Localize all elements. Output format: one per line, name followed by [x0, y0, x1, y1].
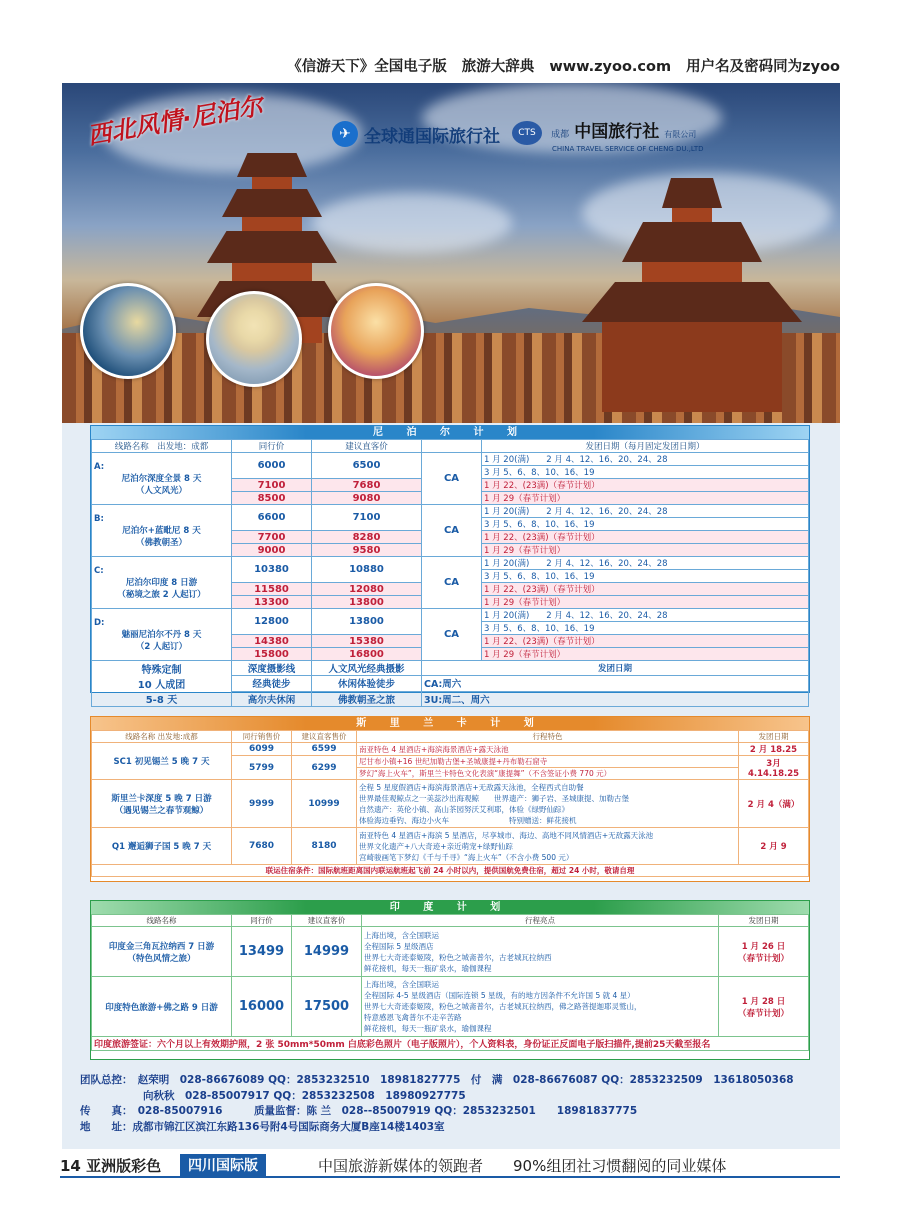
col-retail: 建议直客价	[312, 440, 422, 453]
airplane-icon: ✈	[332, 121, 358, 147]
header-title: 《信游天下》全国电子版	[287, 59, 447, 75]
contact-line-2: 向秋秋 028-85007917 QQ：2853232508 18980927775	[80, 1089, 466, 1102]
table-row: 斯里兰卡深度 5 晚 7 日游 （遇见锡兰之春节观鲸） 9999 10999 全程 5 星度假酒店+海滨海景酒店+无敌露天泳池，全程西式自助餐 世界最佳观鲸点之一美蕊沙出海观鲸 世界遗产：狮子岩、圣城康提、加勒古堡 自然遗产：英伦小镇、高山茶园努沃艾利耶，体验《绿野仙踪》 体验海边垂钓、海边小火车 特别赠送：鲜花接机 2 月 4（满）	[92, 780, 809, 828]
india-visa-note: 印度旅游签证：六个月以上有效期护照，2 张 50mm*50mm 白底彩色照片（电子版照片），个人资料表，身份证正反面电子版扫描件,提前25天截至报名	[92, 1037, 809, 1051]
calligraphy-title: 西北风情·尼泊尔	[85, 91, 265, 151]
page-footer	[0, 1152, 900, 1182]
page-number: 14 亚洲版彩色	[60, 1157, 162, 1175]
india-title: 印 度 计 划	[91, 901, 809, 914]
table-row: 印度特色旅游+佛之路 9 日游 16000 17500 上海出境，含全国联运 全程国际 4-5 星级酒店（国际连锁 5 星级，有的地方因条件不允许国 5 就 4 星） 世界七大奇迹泰姬陵，粉色之城斋普尔，古老城瓦拉纳西，佛之路菩提迦耶灵鹫山， 特意感恩飞禽普尔不走辛苦路 鲜花接机，每天一瓶矿泉水，瑜伽课程 1 月 28 日 （春节计划）	[92, 977, 809, 1037]
col-peer: 同行价	[232, 440, 312, 453]
contact-line-1: 团队总控： 赵荣明 028-86676089 QQ：2853232510 18981827775 付 满 028-86676087 QQ：2853232509 13618050368	[80, 1074, 794, 1086]
edition-badge: 四川国际版	[180, 1154, 266, 1176]
temple-right-image	[562, 178, 822, 418]
photo-sea-fisherman	[80, 283, 176, 379]
col-route: 线路名称 出发地：成都	[92, 440, 232, 453]
contact-line-3: 传 真： 028-85007916 质量监督：陈 兰 028--85007919 QQ：2853232501 18981837775	[80, 1105, 638, 1117]
table-row: B: 尼泊尔+蓝毗尼 8 天 （佛教朝圣） 6600 7100 CA 1 月 20(满) 2 月 4、12、16、20、24、28	[92, 505, 809, 518]
nepal-title: 尼 泊 尔 计 划	[91, 426, 809, 439]
contact-line-4: 地 址：成都市锦江区滨江东路136号附4号国际商务大厦B座14楼1403室	[80, 1120, 445, 1133]
header-account-note: 用户名及密码同为zyoo	[686, 59, 840, 75]
agency-logo-cts: CTS 成都 中国旅行社 有限公司 CHINA TRAVEL SERVICE OF CHENG DU.,LTD	[512, 117, 704, 153]
cts-emblem-icon: CTS	[512, 121, 542, 145]
nepal-plan-table: 尼 泊 尔 计 划 线路名称 出发地：成都 同行价 建议直客价 发团日期（每月固定发团日期） A: 尼泊尔深度全景 8 天 （人文风光） 6000 6500 CA 1 月 20(满) 2 月 4、12、16、20、24、28 3 月 5、6、8、10、16、19 7100 7680 1 月 22、(23满)（春节计划） 8500 9080 1 月 29（春节计划） B: 尼泊尔+蓝毗尼 8 天 （佛教朝圣） 6600 7100 CA 1 月 20(满) 2 月 4、12、16、20、24、28 3 月 5、6、8、10、16、19 7700 8280 1 月 22、(23满)（春节计划） 9000 9580 1 月 29（春节计划） C: 尼泊尔印度 8 日游 （秘境之旅 2 人起订） 10380 10880 CA 1 月 20(满) 2 月 4、12、16、20、24、28 3 月 5、6、8、10、16、19 11580 12080 1 月 22、(23满)（春节计划） 13300 13800 1 月 29（春节计划） D: 魅丽尼泊尔不丹 8 天 （2 人起订） 12800 13800 CA 1 月 20(满) 2 月 4、12、16、20、24、28 3 月 5、6、8、10、16、19 14380 15380 1 月 22、(23满)（春节计划） 15800 16800 1 月 29（春节计划） 特殊定制 10 人成团 5-8 天 深度摄影线 人文风光经典摄影 发团日期 经典徒步 休闲体验徒步 CA:周六 高尔夫休闲 佛教朝圣之旅 3U:周二、周六	[90, 425, 810, 693]
hero-banner	[62, 83, 840, 423]
table-row: SC1 初见锡兰 5 晚 7 天 6099 6599 南亚特色 4 星酒店+海滨海景酒店+露天泳池 2 月 18.25	[92, 743, 809, 756]
contact-info	[80, 1073, 830, 1135]
table-row: C: 尼泊尔印度 8 日游 （秘境之旅 2 人起订） 10380 10880 CA 1 月 20(满) 2 月 4、12、16、20、24、28	[92, 557, 809, 570]
srilanka-footnote: 联运住宿条件：国际航班距离国内联运航班起飞前 24 小时以内，提供国航免费住宿，超过 24 小时，敬请自理	[92, 865, 809, 877]
footer-divider	[60, 1176, 840, 1178]
header-dict: 旅游大辞典	[461, 59, 535, 75]
table-row: Q1 邂逅狮子国 5 晚 7 天 7680 8180 南亚特色 4 星酒店+海滨 5 星酒店，尽享城市、海边、高地不同风情酒店+无敌露天泳池 世界文化遗产+八大奇迹+亲近萌宠+绿野仙踪 宫崎骏画笔下梦幻《千与千寻》“海上火车”（不含小费 500 元） 2 月 9	[92, 828, 809, 865]
col-dates: 发团日期（每月固定发团日期）	[482, 440, 809, 453]
photo-taj-mahal	[328, 283, 424, 379]
table-row: D: 魅丽尼泊尔不丹 8 天 （2 人起订） 12800 13800 CA 1 月 20(满) 2 月 4、12、16、20、24、28	[92, 609, 809, 622]
custom-row: 特殊定制 10 人成团 5-8 天 深度摄影线 人文风光经典摄影 发团日期	[92, 661, 809, 676]
srilanka-title: 斯 里 兰 卡 计 划	[91, 717, 809, 730]
photo-stupa	[206, 291, 302, 387]
india-plan-table: 印 度 计 划 线路名称 同行价 建议直客价 行程亮点 发团日期 印度金三角瓦拉纳西 7 日游 （特色风情之旅） 13499 14999 上海出境，含全国联运 全程国际 5 星级酒店 世界七大奇迹泰姬陵，粉色之城斋普尔，古老城瓦拉纳西 鲜花接机，每天一瓶矿泉水，瑜伽课程 1 月 26 日 （春节计划） 印度特色旅游+佛之路 9 日游 16000 17500 上海出境，含全国联运 全程国际 4-5 星级酒店（国际连锁 5 星级，有的地方因条件不允许国 5 就 4 星） 世界七大奇迹泰姬陵，粉色之城斋普尔，古老城瓦拉纳西，佛之路菩提迦耶灵鹫山， 特意感恩飞禽普尔不走辛苦路 鲜花接机，每天一瓶矿泉水，瑜伽课程 1 月 28 日 （春节计划） 印度旅游签证：六个月以上有效期护照，2 张 50mm*50mm 白底彩色照片（电子版照片），个人资料表，身份证正反面电子版扫描件,提前25天截至报名	[90, 900, 810, 1060]
srilanka-plan-table: 斯 里 兰 卡 计 划 线路名称 出发地:成都 同行销售价 建议直客售价 行程特色 发团日期 SC1 初见锡兰 5 晚 7 天 6099 6599 南亚特色 4 星酒店+海滨海景酒店+露天泳池 2 月 18.25 5799 6299 尼甘布小镇+16 世纪加勒古堡+圣城康提+丹布勒石窟寺 3月4.14.18.25 梦幻“海上火车”，斯里兰卡特色文化表演“康提舞”（不含签证小费 770 元） 斯里兰卡深度 5 晚 7 日游 （遇见锡兰之春节观鲸） 9999 10999 全程 5 星度假酒店+海滨海景酒店+无敌露天泳池，全程西式自助餐 世界最佳观鲸点之一美蕊沙出海观鲸 世界遗产：狮子岩、圣城康提、加勒古堡 自然遗产：英伦小镇、高山茶园努沃艾利耶，体验《绿野仙踪》 体验海边垂钓、海边小火车 特别赠送：鲜花接机 2 月 4（满） Q1 邂逅狮子国 5 晚 7 天 7680 8180 南亚特色 4 星酒店+海滨 5 星酒店，尽享城市、海边、高地不同风情酒店+无敌露天泳池 世界文化遗产+八大奇迹+亲近萌宠+绿野仙踪 宫崎骏画笔下梦幻《千与千寻》“海上火车”（不含小费 500 元） 2 月 9 联运住宿条件：国际航班距离国内联运航班起飞前 24 小时以内，提供国航免费住宿，超过 24 小时，敬请自理	[90, 716, 810, 882]
agency-logo-global: ✈ 全球通国际旅行社	[332, 121, 500, 147]
table-row: A: 尼泊尔深度全景 8 天 （人文风光） 6000 6500 CA 1 月 20(满) 2 月 4、12、16、20、24、28	[92, 453, 809, 466]
table-row: 印度金三角瓦拉纳西 7 日游 （特色风情之旅） 13499 14999 上海出境，含全国联运 全程国际 5 星级酒店 世界七大奇迹泰姬陵，粉色之城斋普尔，古老城瓦拉纳西 鲜花接机，每天一瓶矿泉水，瑜伽课程 1 月 26 日 （春节计划）	[92, 927, 809, 977]
footer-slogan: 中国旅游新媒体的领跑者 90%组团社习惯翻阅的同业媒体	[318, 1157, 727, 1175]
header-site[interactable]: www.zyoo.com	[549, 59, 672, 75]
top-header	[0, 55, 900, 79]
